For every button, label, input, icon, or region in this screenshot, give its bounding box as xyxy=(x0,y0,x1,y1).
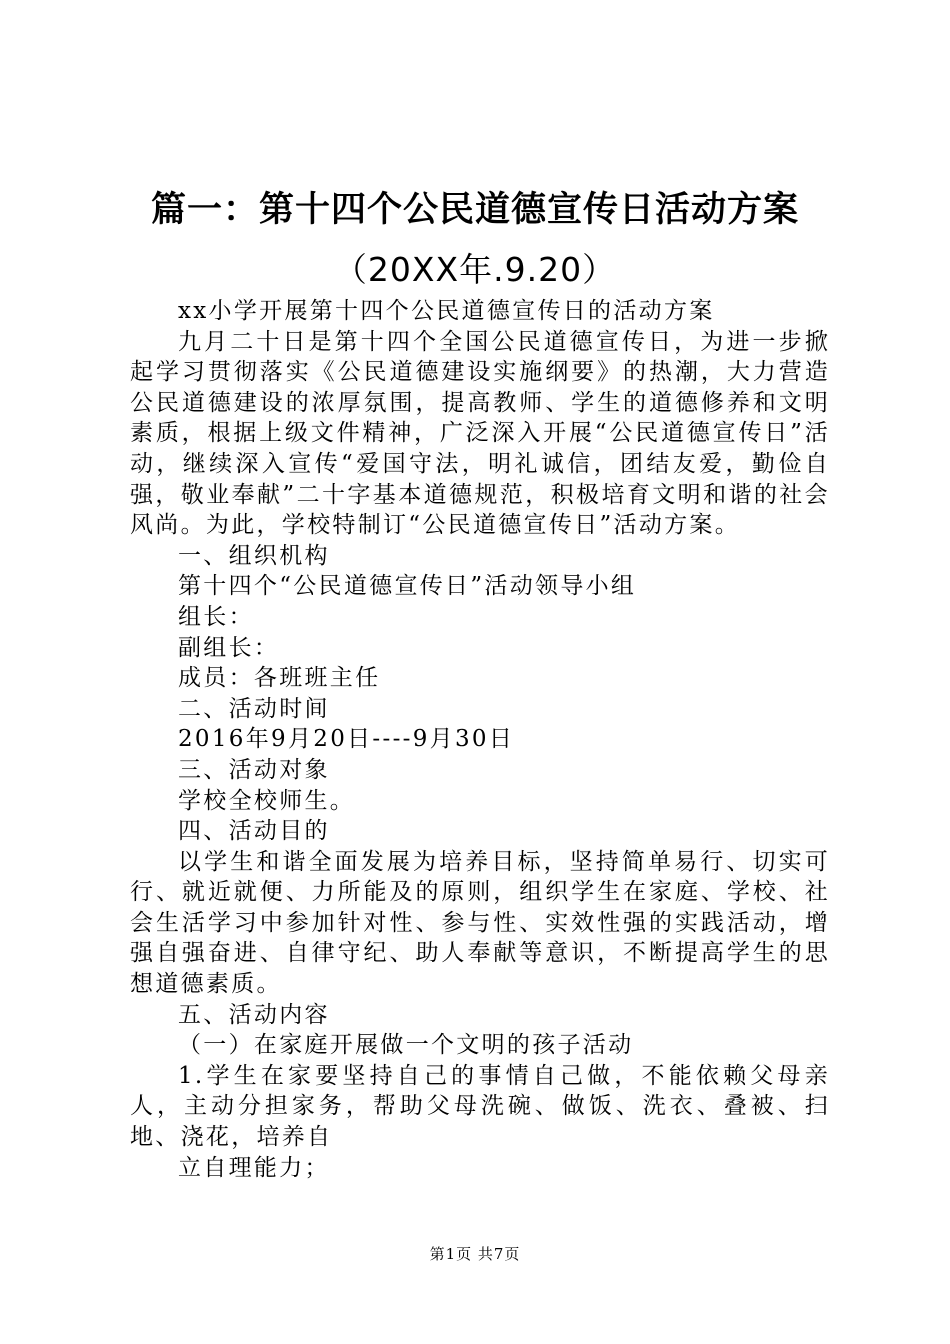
paragraph: 学校全校师生。 xyxy=(178,787,356,814)
document-title: 篇一：第十四个公民道德宣传日活动方案 xyxy=(150,190,799,230)
document-title-date: （20XX年.9.20） xyxy=(333,250,617,289)
section-heading: 五、活动内容 xyxy=(178,1001,330,1028)
section-heading: 四、活动目的 xyxy=(178,818,330,845)
paragraph: 2016年9月20日----9月30日 xyxy=(178,726,515,753)
paragraph: 组长： xyxy=(178,603,254,630)
paragraph: 1.学生在家要坚持自己的事情自己做，不能依赖父母亲人，主动分担家务，帮助父母洗碗、做饭、洗衣、叠被、扫地、浇花，培养自 xyxy=(130,1062,830,1151)
paragraph: （一）在家庭开展做一个文明的孩子活动 xyxy=(178,1032,634,1059)
document-body xyxy=(130,296,830,1183)
paragraph: 副组长： xyxy=(178,634,280,661)
paragraph: 九月二十日是第十四个全国公民道德宣传日，为进一步掀起学习贯彻落实《公民道德建设实施纲要》的热潮，大力营造公民道德建设的浓厚氛围，提高教师、学生的道德修养和文明素质，根据上级文件精神，广泛深入开展“公民道德宣传日”活动，继续深入宣传“爱国守法，明礼诚信，团结友爱，勤俭自强，敬业奉献”二十字基本道德规范，积极培育文明和谐的社会风尚。为此，学校特制订“公民道德宣传日”活动方案。 xyxy=(130,328,830,539)
paragraph: 第十四个“公民道德宣传日”活动领导小组 xyxy=(178,573,637,600)
section-heading: 一、组织机构 xyxy=(178,542,330,569)
paragraph: 成员：各班班主任 xyxy=(178,665,381,692)
page-number-footer: 第1页 共7页 xyxy=(429,1245,521,1263)
section-heading: 三、活动对象 xyxy=(178,756,330,783)
paragraph: 以学生和谐全面发展为培养目标，坚持简单易行、切实可行、就近就便、力所能及的原则，组织学生在家庭、学校、社会生活学习中参加针对性、参与性、实效性强的实践活动，增强自强奋进、自律守纪、助人奉献等意识，不断提高学生的思想道德素质。 xyxy=(130,848,830,998)
paragraph: 立自理能力； xyxy=(178,1154,330,1181)
paragraph: xx小学开展第十四个公民道德宣传日的活动方案 xyxy=(178,298,715,324)
section-heading: 二、活动时间 xyxy=(178,695,330,722)
